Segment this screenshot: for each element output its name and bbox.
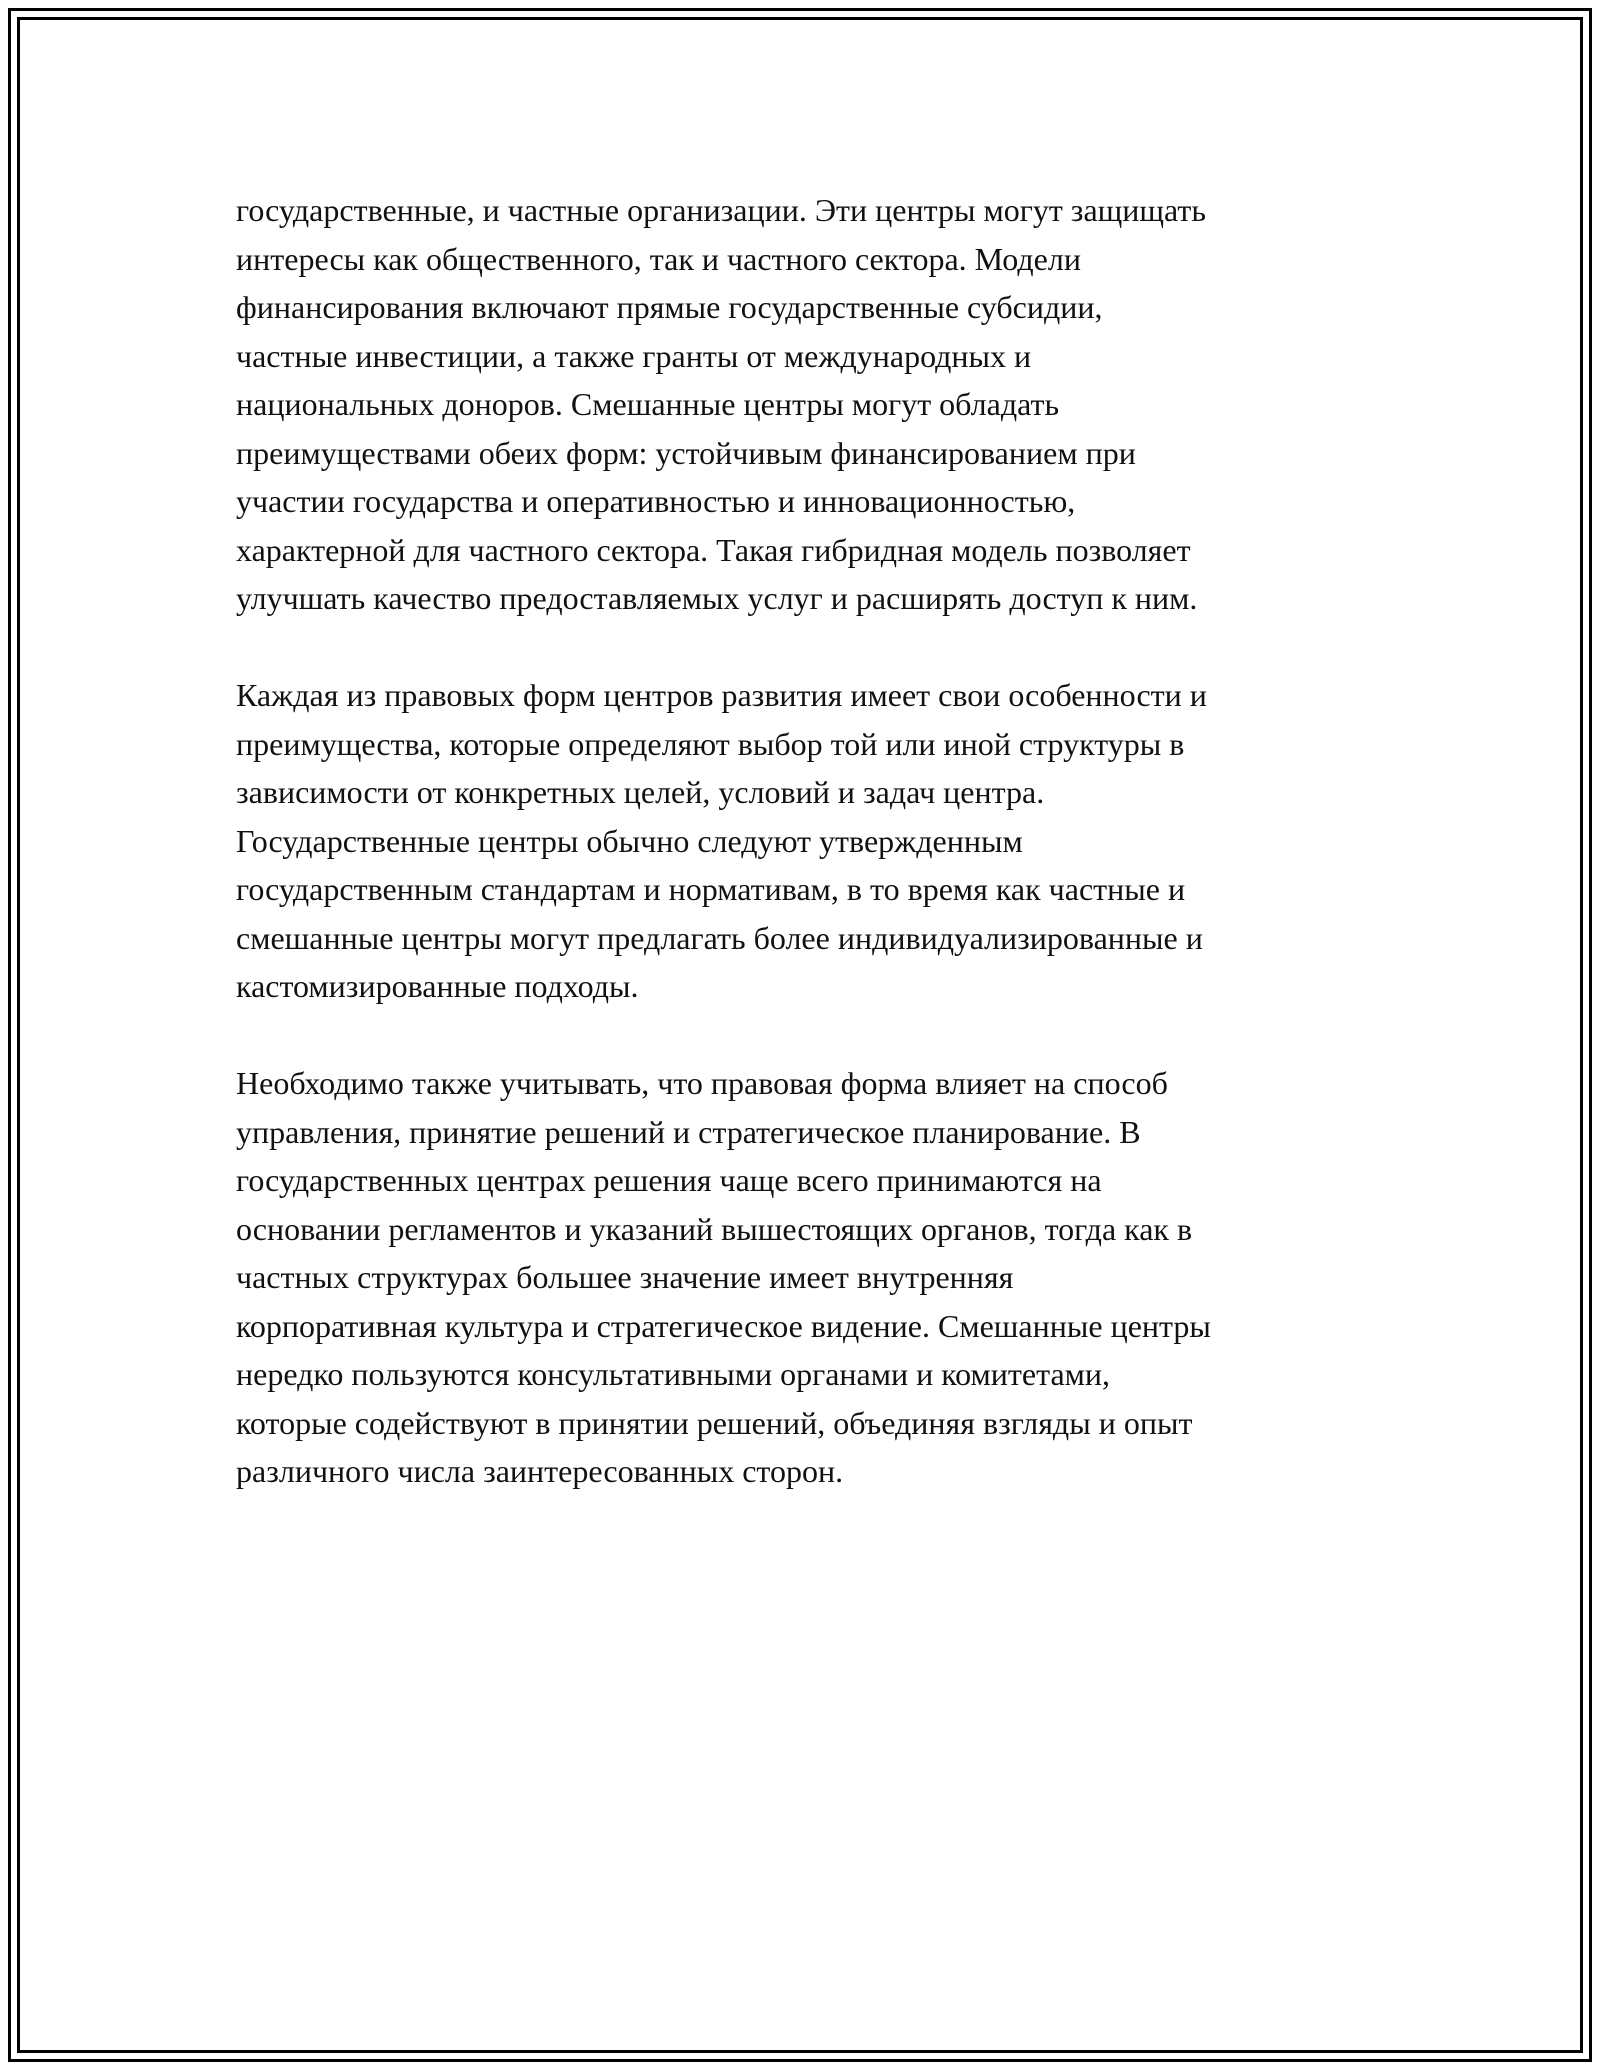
text-line: нередко пользуются консультативными органами и комитетами,	[236, 1356, 1111, 1392]
text-line: которые содействуют в принятии решений, объединяя взгляды и опыт	[236, 1404, 1193, 1441]
text-line: смешанные центры могут предлагать более индивидуализированные и	[236, 919, 1203, 956]
text-line: Каждая из правовых форм центров развития имеет свои особенности и	[236, 677, 1207, 713]
text-line: основании регламентов и указаний вышестоящих органов, тогда как в	[236, 1210, 1193, 1247]
text-line: корпоративная культура и стратегическое видение. Смешанные центры	[236, 1307, 1211, 1344]
text-line: интересы как общественного, так и частного сектора. Модели	[236, 240, 1081, 277]
text-line: различного числа заинтересованных сторон.	[236, 1453, 844, 1489]
text-line: финансирования включают прямые государственные субсидии,	[236, 289, 1103, 325]
document-body	[236, 186, 1396, 1496]
paragraph-3	[236, 1059, 1396, 1496]
text-line: характерной для частного сектора. Такая гибридная модель позволяет	[236, 531, 1191, 568]
text-line: государственные, и частные организации. Эти центры могут защищать	[236, 192, 1206, 228]
text-line: частных структурах большее значение имеет внутренняя	[236, 1259, 1014, 1295]
text-line: Государственные центры обычно следуют утвержденным	[236, 822, 1023, 859]
paragraph-1	[236, 186, 1396, 623]
text-line: государственным стандартам и нормативам, в то время как частные и	[236, 871, 1186, 907]
text-line: управления, принятие решений и стратегическое планирование. В	[236, 1113, 1141, 1150]
text-line: частные инвестиции, а также гранты от международных и	[236, 337, 1032, 374]
text-line: кастомизированные подходы.	[236, 968, 639, 1004]
paragraph-2	[236, 671, 1396, 1011]
text-line: Необходимо также учитывать, что правовая форма влияет на способ	[236, 1065, 1168, 1101]
text-line: преимущества, которые определяют выбор той или иной структуры в	[236, 725, 1185, 762]
text-line: преимуществами обеих форм: устойчивым финансированием при	[236, 434, 1136, 471]
text-line: участии государства и оперативностью и инновационностью,	[236, 483, 1076, 519]
text-line: национальных доноров. Смешанные центры могут обладать	[236, 386, 1060, 422]
text-line: улучшать качество предоставляемых услуг и расширять доступ к ним.	[236, 580, 1198, 616]
text-line: государственных центрах решения чаще всего принимаются на	[236, 1162, 1102, 1198]
text-line: зависимости от конкретных целей, условий и задач центра.	[236, 774, 1045, 810]
